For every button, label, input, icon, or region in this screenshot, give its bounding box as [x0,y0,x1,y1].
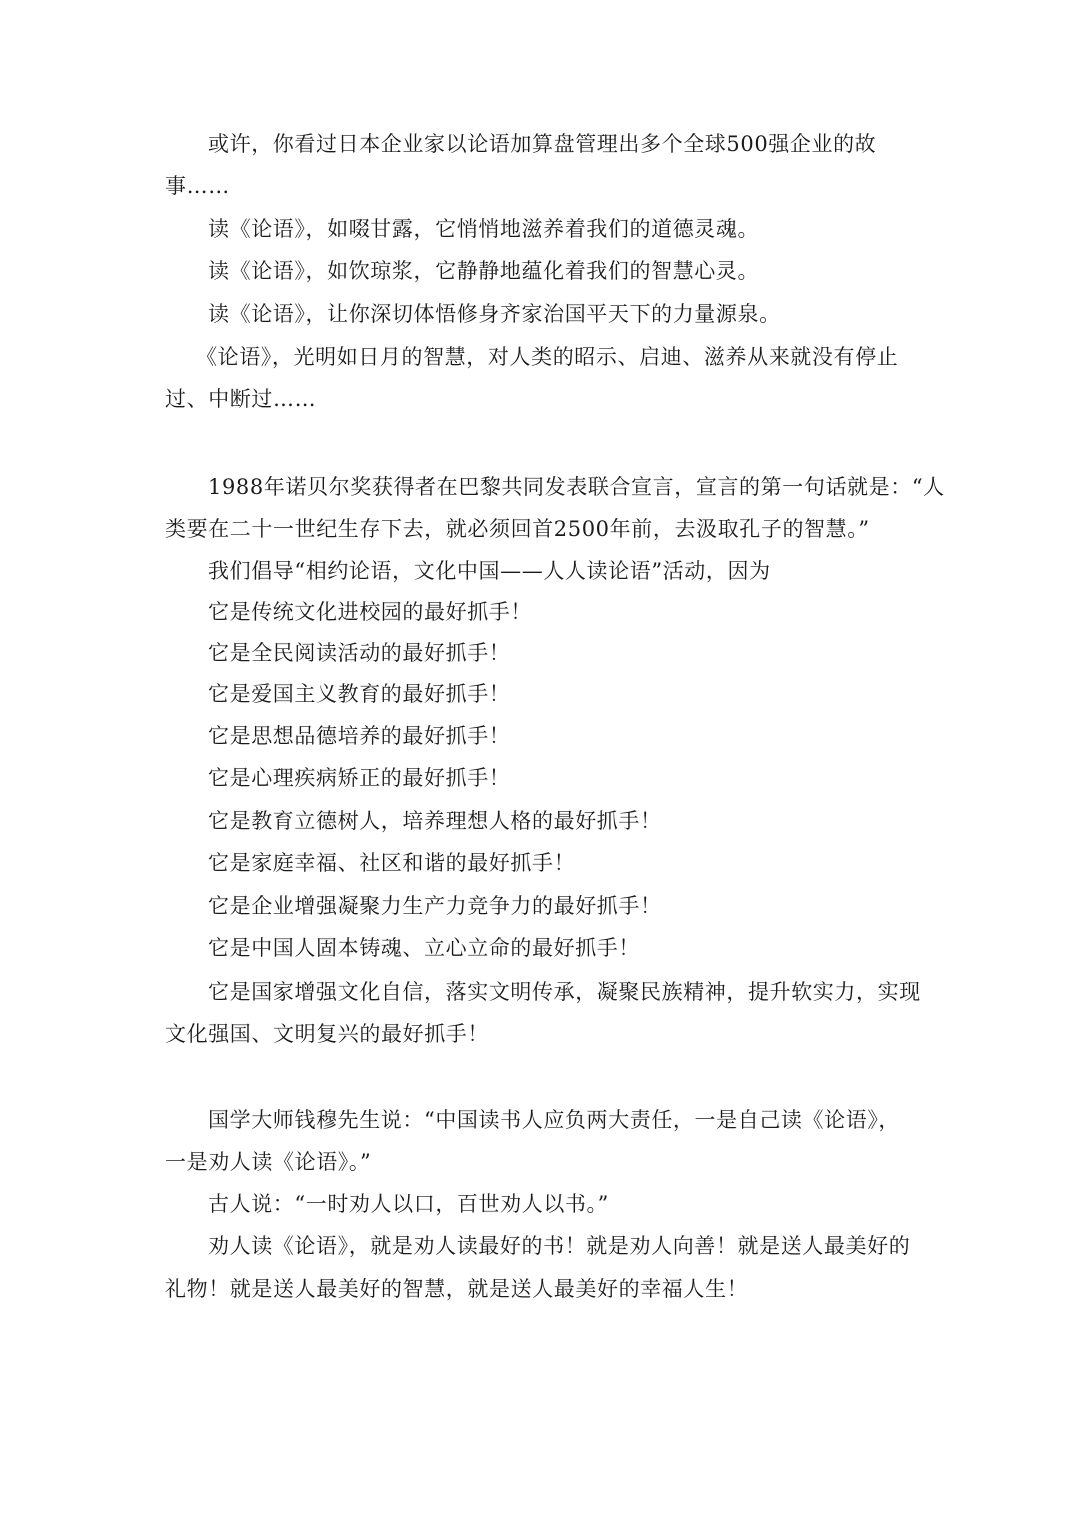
text-line: 它是爱国主义教育的最好抓手！ [208,682,511,706]
text-line: 劝人读《论语》，就是劝人读最好的书！就是劝人向善！就是送人最美好的 [208,1234,911,1258]
text-line: 它是传统文化进校园的最好抓手！ [208,600,532,624]
text-line: 读《论语》，如啜甘露，它悄悄地滋养着我们的道德灵魂。 [208,217,760,241]
text-line: 1988年诺贝尔奖获得者在巴黎共同发表联合宣言，宣言的第一句话就是：“人 [208,475,945,499]
text-line: 类要在二十一世纪生存下去，就必须回首2500年前，去汲取孔子的智慧。” [165,517,870,541]
text-line: 它是思想品德培养的最好抓手！ [208,724,511,748]
text-line: 礼物！就是送人最美好的智慧，就是送人最美好的幸福人生！ [165,1277,749,1301]
text-line: 事…… [165,174,230,198]
text-line: 它是全民阅读活动的最好抓手！ [208,641,511,665]
text-line: 我们倡导“相约论语，文化中国——人人读论语”活动，因为 [208,559,771,583]
text-line: 它是中国人固本铸魂、立心立命的最好抓手！ [208,936,640,960]
text-line: 它是教育立德树人，培养理想人格的最好抓手！ [208,809,662,833]
text-line: 过、中断过…… [165,387,317,411]
text-line: 《论语》，光明如日月的智慧，对人类的昭示、启迪、滋养从来就没有停止 [196,345,899,369]
text-line: 古人说：“一时劝人以口，百世劝人以书。” [208,1192,609,1216]
text-line: 读《论语》，如饮琼浆，它静静地蕴化着我们的智慧心灵。 [208,259,760,283]
text-line: 一是劝人读《论语》。” [165,1150,372,1174]
text-line: 它是企业增强凝聚力生产力竞争力的最好抓手！ [208,894,662,918]
text-line: 文化强国、文明复兴的最好抓手！ [165,1022,489,1046]
text-line: 它是国家增强文化自信，落实文明传承，凝聚民族精神，提升软实力，实现 [208,980,921,1004]
text-line: 国学大师钱穆先生说：“中国读书人应负两大责任，一是自己读《论语》， [208,1108,901,1132]
text-line: 或许，你看过日本企业家以论语加算盘管理出多个全球500强企业的故 [208,132,877,156]
text-line: 它是家庭幸福、社区和谐的最好抓手！ [208,851,576,875]
text-line: 读《论语》，让你深切体悟修身齐家治国平天下的力量源泉。 [208,302,781,326]
text-line: 它是心理疾病矫正的最好抓手！ [208,766,511,790]
